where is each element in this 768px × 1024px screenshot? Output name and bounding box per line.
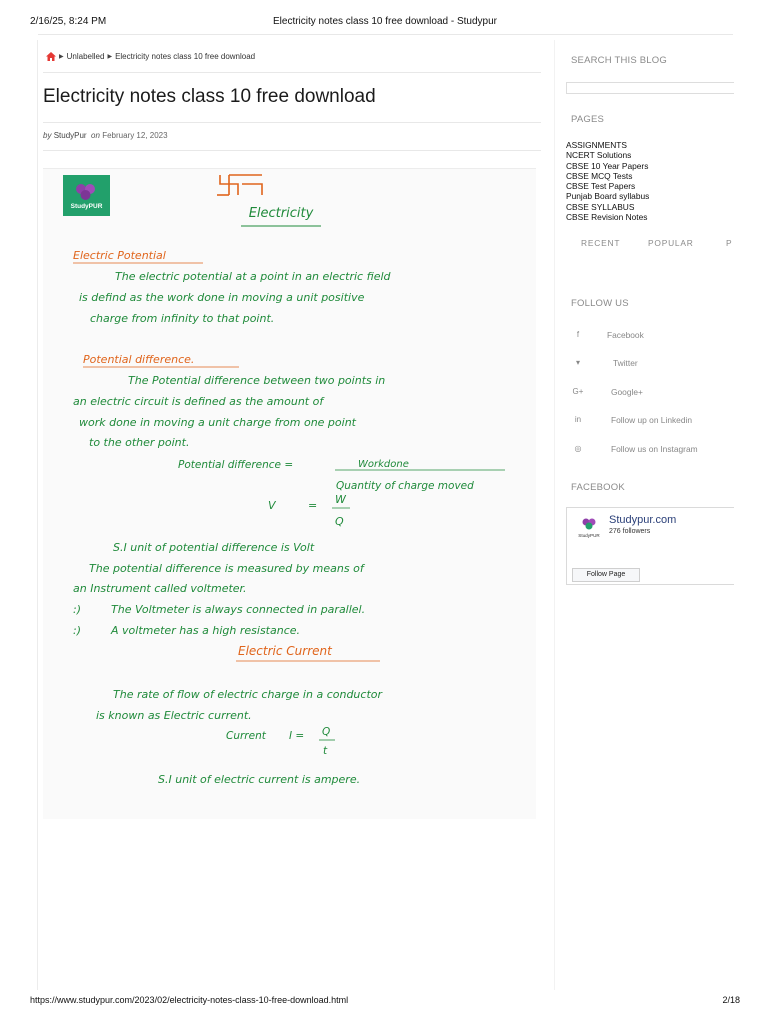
breadcrumb-category[interactable]: Unlabelled [66,52,105,61]
follow-label: Follow up on Linkedin [611,415,693,425]
print-page-title: Electricity notes class 10 free download - Studypur [273,16,497,27]
notes-line: The potential difference is measured by means of [89,562,364,575]
notes-line: :) [73,624,81,637]
notes-line: work done in moving a unit charge from one point [79,416,356,429]
notes-line: The electric potential at a point in an electric field [115,270,391,283]
notes-line: charge from infinity to that point. [90,312,275,325]
page-link[interactable]: CBSE SYLLABUS [566,201,635,212]
breadcrumb-current: Electricity notes class 10 free download [115,52,256,61]
tab-partial[interactable]: P [726,238,733,248]
print-datetime: 2/16/25, 8:24 PM [30,16,107,27]
page-link[interactable]: Punjab Board syllabus [566,191,650,202]
fb-followers: 276 followers [609,528,651,535]
notes-line: to the other point. [89,436,190,449]
notes-line: = [308,499,318,512]
logo-text: StudyPUR [70,203,103,210]
notes-line: S.I unit of potential difference is Volt [113,541,315,554]
by-label: by [43,131,52,140]
notes-line: Workdone [358,459,409,470]
home-icon[interactable] [46,52,56,61]
notes-line: The Potential difference between two points in [128,374,386,387]
notes-line: is known as Electric current. [96,709,252,722]
fb-logo-text: StudyPUR [578,533,600,538]
notes-line: Q [335,515,344,528]
twitter-icon: ▾ [575,358,580,367]
studypur-fb-logo [571,513,607,543]
page-link[interactable]: ASSIGNMENTS [566,140,627,150]
notes-line: t [323,745,328,757]
follow-facebook[interactable] [572,330,732,342]
notes-line: I = [289,730,305,742]
page-link[interactable]: CBSE MCQ Tests [566,170,633,181]
column-divider [554,40,555,990]
notes-line: :) [73,603,81,616]
notes-line: Q [322,726,331,738]
notes-line: V [268,499,276,512]
swastik-symbol [217,175,262,195]
fb-page-name[interactable]: Studypur.com [609,514,677,526]
notes-svg [43,169,536,819]
notes-line: Current [226,730,266,742]
page-link[interactable]: CBSE Test Papers [566,181,636,192]
notes-line: Quantity of charge moved [336,480,474,492]
notes-line: an Instrument called voltmeter. [73,582,247,595]
follow-instagram[interactable] [572,444,732,456]
studypur-logo [63,175,110,216]
tab-recent[interactable]: RECENT [581,238,621,248]
page-link[interactable]: CBSE 10 Year Papers [566,160,649,171]
notes-line: an electric circuit is defined as the amount of [73,395,324,408]
chevron-right-icon: ▶ [59,54,64,60]
post-author[interactable]: StudyPur [53,131,87,140]
print-footer [30,995,740,1005]
section-title: Electric Current [238,644,332,658]
notes-image [43,168,536,819]
follow-label: Google+ [611,387,643,397]
notes-line: The rate of flow of electric charge in a conductor [113,688,383,701]
notes-line: is defind as the work done in moving a unit positive [79,291,365,304]
pages-list [566,140,649,222]
follow-linkedin[interactable] [572,415,732,427]
print-page-number: 2/18 [722,995,740,1005]
print-url: https://www.studypur.com/2023/02/electricity-notes-class-10-free-download.html [30,995,349,1005]
facebook-icon: f [576,330,580,339]
search-input[interactable] [566,82,734,94]
notes-line: The Voltmeter is always connected in parallel. [111,603,366,616]
facebook-page-widget [566,507,734,585]
chevron-right-icon: ▶ [107,54,113,60]
byline-divider [43,150,541,151]
follow-label: Follow us on Instagram [611,444,698,454]
post-title: Electricity notes class 10 free download [43,86,376,107]
notes-heading: Electricity [248,206,314,221]
google-plus-icon: G+ [572,387,584,396]
search-heading: SEARCH THIS BLOG [571,55,667,66]
linkedin-icon: in [574,415,582,424]
notes-line: A voltmeter has a high resistance. [111,624,301,637]
post-tabs [566,238,733,250]
follow-page-button[interactable]: Follow Page [572,568,640,582]
on-label: on [91,131,100,140]
page-link[interactable]: CBSE Revision Notes [566,212,648,223]
header-divider [38,34,733,35]
breadcrumb-divider [43,72,541,73]
breadcrumb [46,52,255,61]
section-title: Potential difference. [83,353,195,366]
tab-popular[interactable]: POPULAR [648,238,694,248]
follow-label: Twitter [613,358,638,368]
print-header [30,16,740,30]
notes-line: S.I unit of electric current is ampere. [158,773,361,786]
left-border [37,40,38,990]
follow-label: Facebook [607,330,644,340]
page-link[interactable]: NCERT Solutions [566,150,632,161]
pages-heading: PAGES [571,114,605,125]
facebook-heading: FACEBOOK [571,482,625,493]
follow-google-plus[interactable] [572,387,732,399]
notes-line: Potential difference = [178,459,294,471]
post-date: February 12, 2023 [102,131,168,140]
section-title: Electric Potential [73,249,166,262]
notes-line: W [335,493,346,506]
follow-heading: FOLLOW US [571,298,629,309]
byline [43,131,168,140]
title-divider [43,122,541,123]
instagram-icon: ◎ [574,444,582,453]
follow-twitter[interactable] [572,358,732,370]
